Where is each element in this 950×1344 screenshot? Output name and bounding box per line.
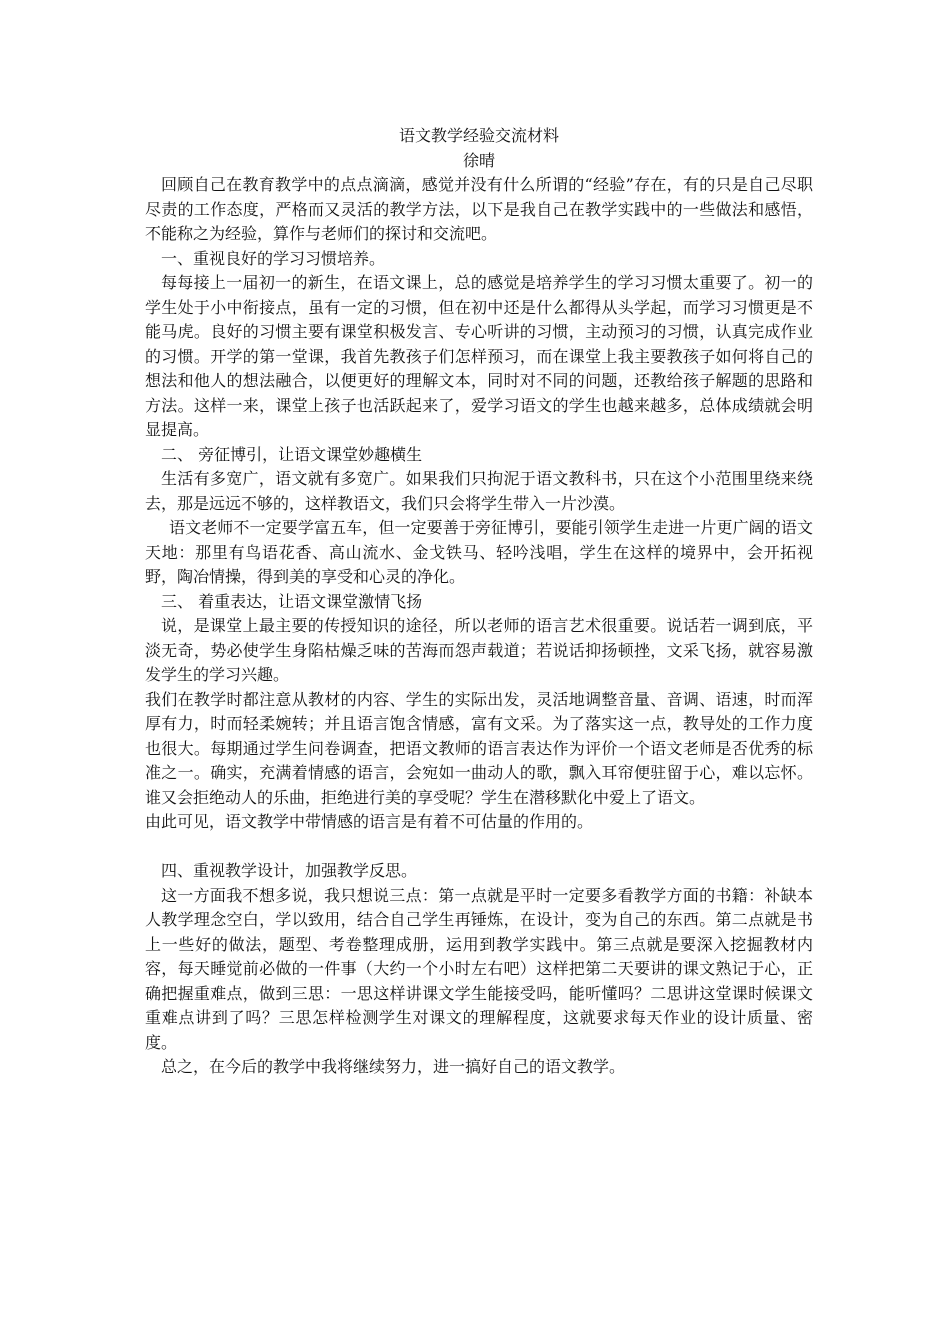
section-heading-3: 三、 着重表达，让语文课堂激情飞扬 (161, 591, 423, 611)
section3-paragraph-1: 说，是课堂上最主要的传授知识的途径，所以老师的语言艺术很重要。说话若一调到底，平淡无奇，势必使学生身陷枯燥乏味的苦海而怨声载道；若说话抑扬顿挫，文采飞扬，就容易激发学生的学习兴趣。 (145, 616, 813, 684)
document-author: 徐晴 (462, 150, 495, 170)
section-heading-2: 二、 旁征博引，让语文课堂妙趣横生 (161, 444, 423, 464)
section-heading-4: 四、重视教学设计，加强教学反思。 (161, 861, 418, 880)
conclusion-paragraph: 总之，在今后的教学中我将继续努力，进一搞好自己的语文教学。 (161, 1057, 626, 1076)
intro-paragraph: 回顾自己在教育教学中的点点滴滴，感觉并没有什么所谓的“经验”存在，有的只是自己尽职尽责的工作态度，严格而又灵活的教学方法，以下是我自己在教学实践中的一些做法和感悟，不能称之为经验，算作与老师们的探讨和交流吧。 (145, 175, 813, 243)
section1-paragraph-1: 每每接上一届初一的新生，在语文课上，总的感觉是培养学生的学习习惯太重要了。初一的学生处于小中衔接点，虽有一定的习惯，但在初中还是什么都得从头学起，而学习习惯更是不能马虎。良好的习惯主要有课堂积极发言、专心听讲的习惯，主动预习的习惯，认真完成作业的习惯。开学的第一堂课，我首先教孩子们怎样预习，而在课堂上我主要教孩子如何将自己的想法和他人的想法融合，以便更好的理解文本，同时对不同的问题，还教给孩子解题的思路和方法。这样一来，课堂上孩子也活跃起来了，爱学习语文的学生也越来越多，总体成绩就会明显提高。 (145, 273, 813, 439)
section2-paragraph-1: 生活有多宽广，语文就有多宽广。如果我们只拘泥于语文教科书，只在这个小范围里绕来绕去，那是远远不够的，这样教语文，我们只会将学生带入一片沙漠。 (145, 469, 813, 513)
section3-paragraph-2: 我们在教学时都注意从教材的内容、学生的实际出发，灵活地调整音量、音调、语速，时而浑厚有力，时而轻柔婉转；并且语言饱含情感，富有文采。为了落实这一点，教导处的工作力度也很大。每期通过学生问卷调查，把语文教师的语言表达作为评价一个语文老师是否优秀的标准之一。确实，充满着情感的语言，会宛如一曲动人的歌，飘入耳帘便驻留于心，难以忘怀。谁又会拒绝动人的乐曲，拒绝进行美的享受呢？学生在潜移默化中爱上了语文。 (145, 689, 813, 807)
document-page (145, 124, 813, 1080)
document-title: 语文教学经验交流材料 (398, 126, 559, 145)
section4-paragraph-1: 这一方面我不想多说，我只想说三点：第一点就是平时一定要多看教学方面的书籍：补缺本人教学理念空白，学以致用，结合自己学生再锤炼，在设计，变为自己的东西。第二点就是书上一些好的做法，题型、考卷整理成册，运用到教学实践中。第三点就是要深入挖掘教材内容，每天睡觉前必做的一件事（大约一个小时左右吧）这样把第二天要讲的课文熟记于心，正确把握重难点，做到三思：一思这样讲课文学生能接受吗，能听懂吗？二思讲这堂课时候课文重难点讲到了吗？三思怎样检测学生对课文的理解程度，这就要求每天作业的设计质量、密度。 (145, 885, 813, 1052)
section2-paragraph-2: 语文老师不一定要学富五车，但一定要善于旁征博引，要能引领学生走进一片更广阔的语文天地：那里有鸟语花香、高山流水、金戈铁马、轻吟浅唱，学生在这样的境界中，会开拓视野，陶冶情操，得到美的享受和心灵的净化。 (145, 518, 813, 586)
blank-line (145, 835, 813, 860)
section-heading-1: 一、重视良好的学习习惯培养。 (161, 248, 386, 268)
section3-paragraph-3: 由此可见，语文教学中带情感的语言是有着不可估量的作用的。 (145, 812, 594, 831)
